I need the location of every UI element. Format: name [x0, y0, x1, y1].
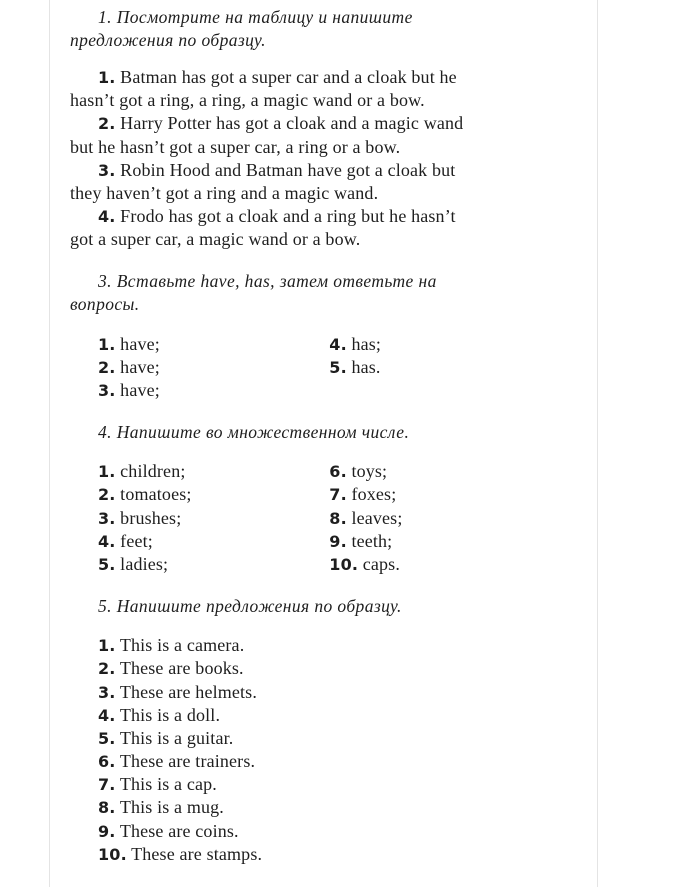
answer-text: has; — [351, 333, 382, 354]
list-item — [98, 634, 550, 657]
list-item — [98, 460, 329, 483]
answer-number: 2. — [98, 357, 116, 377]
list-item — [98, 773, 550, 796]
answer-number: 3. — [98, 682, 116, 702]
answer-number: 5. — [98, 728, 116, 748]
list-item — [98, 843, 550, 866]
answer-text-continued: hasn’t got a ring, a ring, a magic wand or a bow. — [70, 90, 425, 111]
answer-text: These are stamps. — [131, 843, 263, 864]
answer-number: 3. — [98, 508, 116, 528]
exercise-5 — [70, 595, 550, 866]
exercise-3-instruction-line2: вопросы. — [70, 293, 140, 314]
answer-text: brushes; — [120, 507, 182, 528]
exercise-4-instruction-line1: Напишите во множественном числе. — [116, 422, 410, 443]
answer-number: 7. — [329, 485, 347, 505]
answer-text: This is a mug. — [119, 797, 224, 818]
list-item — [98, 553, 329, 576]
list-item — [98, 356, 329, 379]
exercise-4 — [70, 421, 550, 576]
answer-number: 1. — [98, 462, 116, 482]
exercise-1-instruction-line1: Посмотрите на таблицу и напишите — [116, 7, 413, 27]
answer-text: have; — [120, 380, 160, 400]
answer-number: 9. — [329, 531, 347, 551]
answer-text: This is a doll. — [119, 704, 221, 725]
list-item — [98, 820, 550, 843]
answer-number: 4. — [329, 334, 347, 354]
answer-number: 10. — [329, 554, 359, 574]
exercise-3-number: 3. — [98, 270, 112, 291]
page-content — [70, 6, 550, 866]
exercise-1-answer-2 — [70, 112, 550, 158]
answer-text: These are helmets. — [119, 681, 257, 702]
list-item — [98, 750, 550, 773]
exercise-5-number: 5. — [98, 596, 112, 617]
answer-text: have; — [120, 333, 160, 354]
answer-number: 4. — [98, 705, 116, 725]
exercise-3-instruction — [70, 270, 550, 316]
list-item — [98, 507, 329, 530]
exercise-4-answers — [98, 460, 438, 576]
exercise-1-number: 1. — [98, 7, 112, 27]
answer-number: 6. — [329, 462, 347, 482]
list-item — [98, 379, 329, 402]
list-item — [329, 333, 438, 356]
answers-left-column — [98, 460, 329, 576]
answer-text-continued: got a super car, a magic wand or a bow. — [70, 229, 361, 250]
exercise-1-answer-4 — [70, 205, 550, 251]
answer-text-continued: they haven’t got a ring and a magic wand. — [70, 183, 379, 204]
answers-left-column — [98, 333, 329, 403]
answer-number: 5. — [98, 554, 116, 574]
answer-number: 2. — [98, 659, 116, 679]
answer-text: Batman has got a super car and a cloak but he — [120, 67, 457, 87]
exercise-5-answers — [98, 634, 550, 866]
answers-right-column — [329, 460, 438, 576]
answer-number: 6. — [98, 752, 116, 772]
exercise-1 — [70, 6, 550, 252]
list-item — [98, 727, 550, 750]
answer-text: toys; — [351, 461, 388, 482]
answer-text-continued: but he hasn’t got a super car, a ring or a bow. — [70, 136, 401, 157]
exercise-5-instruction — [70, 595, 550, 618]
answer-text: Harry Potter has got a cloak and a magic wand — [120, 113, 464, 134]
list-item — [98, 483, 329, 506]
answer-text: This is a guitar. — [119, 727, 234, 748]
answer-text: This is a cap. — [119, 774, 217, 795]
answer-number: 10. — [98, 844, 127, 864]
answer-text: leaves; — [351, 507, 403, 528]
answer-text: These are books. — [119, 658, 244, 679]
answer-number: 1. — [98, 68, 116, 87]
answer-number: 4. — [98, 531, 116, 551]
exercise-3-answers — [98, 333, 438, 403]
answer-text: These are trainers. — [119, 751, 256, 772]
answers-right-column — [329, 333, 438, 403]
list-item — [329, 356, 438, 379]
answer-number: 4. — [98, 207, 116, 227]
answer-text: teeth; — [351, 530, 393, 551]
answer-text: Robin Hood and Batman have got a cloak but — [120, 159, 456, 180]
list-item — [329, 483, 438, 506]
exercise-4-number: 4. — [98, 422, 112, 443]
answer-number: 2. — [98, 485, 116, 505]
answer-text: This is a camera. — [119, 635, 245, 656]
answer-text: has. — [351, 356, 381, 377]
answer-text: foxes; — [351, 484, 397, 505]
answer-number: 1. — [98, 636, 116, 656]
list-item — [98, 704, 550, 727]
list-item — [98, 333, 329, 356]
answer-number: 3. — [98, 381, 116, 400]
list-item — [329, 460, 438, 483]
answer-number: 8. — [329, 508, 347, 528]
exercise-1-answer-1 — [70, 66, 550, 112]
exercise-1-instruction-line2: предложения по образцу. — [70, 30, 266, 50]
list-item — [98, 796, 550, 819]
answer-text: These are coins. — [119, 820, 239, 841]
answer-number: 9. — [98, 821, 116, 841]
exercise-5-instruction-line1: Напишите предложения по образцу. — [116, 596, 402, 617]
list-item — [98, 657, 550, 680]
answer-number: 2. — [98, 114, 116, 134]
list-item — [329, 553, 438, 576]
answer-number: 8. — [98, 798, 116, 818]
answer-text: ladies; — [120, 553, 169, 574]
answer-number: 5. — [329, 357, 347, 377]
list-item — [329, 507, 438, 530]
exercise-1-instruction — [70, 6, 550, 52]
exercise-3-instruction-line1: Вставьте have, has, затем ответьте на — [116, 270, 437, 291]
exercise-4-instruction — [70, 421, 550, 444]
list-item — [329, 530, 438, 553]
answer-text: have; — [120, 356, 160, 377]
answer-number: 7. — [98, 775, 116, 795]
answer-number: 1. — [98, 334, 116, 354]
answer-text: feet; — [120, 530, 153, 551]
answer-text: tomatoes; — [120, 484, 192, 505]
answer-text: caps. — [362, 553, 400, 574]
list-item — [98, 530, 329, 553]
exercise-1-answer-3 — [70, 159, 550, 205]
answer-text: Frodo has got a cloak and a ring but he hasn’t — [120, 206, 456, 227]
exercise-3 — [70, 270, 550, 403]
answer-number: 3. — [98, 160, 116, 180]
answer-text: children; — [120, 461, 186, 482]
list-item — [98, 681, 550, 704]
